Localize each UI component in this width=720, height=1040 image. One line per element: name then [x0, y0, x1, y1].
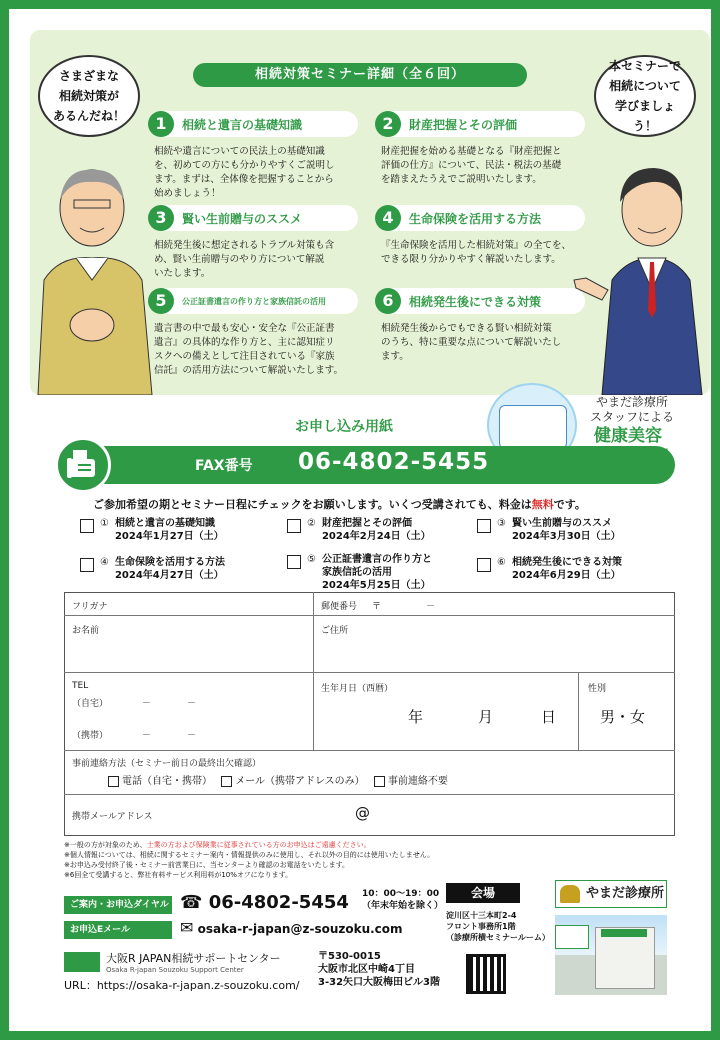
address-label: ご住所 [321, 626, 349, 636]
item-title: 公正証書遺言の作り方と家族信託の活用 [182, 296, 326, 306]
phone-text: 06-4802-5454 [208, 892, 349, 913]
venue-label: 会場 [446, 883, 520, 903]
tel-home-label: （自宅） [72, 699, 109, 709]
fax-icon [55, 437, 111, 493]
checkbox-phone[interactable] [108, 776, 119, 787]
contact-method-label: 事前連絡方法（セミナー前日の最終出欠確認） [72, 759, 262, 769]
fax-label: FAX番号 [195, 458, 253, 474]
businessman-illustration [572, 150, 712, 395]
dial-label: ご案内・お申込ダイヤル [64, 896, 172, 914]
mobile-mail-label: 携帯メールアドレス [72, 812, 153, 822]
postal-input[interactable]: 〒 － [372, 602, 436, 612]
item-number: 5 [148, 288, 174, 314]
seminar-title: 相続対策セミナー詳細（全６回） [193, 63, 527, 87]
center-name-en: Osaka R-japan Souzoku Support Center [106, 966, 244, 974]
seminar-item-1 [148, 111, 358, 201]
email-text: osaka-r-japan@z-souzoku.com [197, 922, 403, 936]
checkbox-mail[interactable] [221, 776, 232, 787]
application-form [64, 592, 675, 836]
tel-label: TEL [72, 681, 89, 691]
gender-select[interactable]: 男・女 [600, 708, 646, 726]
footnote-1: ※一般の方が対象のため、 [64, 841, 147, 849]
email-label: お申込Eメール [64, 921, 172, 939]
choice-number: ② [307, 518, 316, 529]
birthdate-label: 生年月日（西暦） [321, 684, 394, 694]
seminar-item-3 [148, 205, 358, 281]
item-title: 生命保険を活用する方法 [409, 211, 542, 226]
divider [64, 672, 675, 673]
seminar-item-2 [375, 111, 585, 187]
session-choice-6[interactable] [477, 556, 622, 582]
center-postal: 〒530-0015 [318, 951, 381, 962]
mail-icon: ✉ [180, 918, 194, 937]
item-desc: 相続発生後からでもできる賢い相続対策 のうち、特に重要な点について解説いたし ます。 [381, 323, 562, 362]
checkbox[interactable] [477, 519, 491, 533]
divider [313, 592, 314, 750]
item-number: 1 [148, 111, 174, 137]
clinic-logo-icon [560, 885, 580, 903]
birth-day[interactable]: 日 [541, 708, 557, 726]
footnotes [64, 840, 434, 880]
badge-subtitle: やまだ診療所 スタッフによる [589, 395, 674, 424]
checkbox[interactable] [80, 519, 94, 533]
business-hours: 10：00～19：00 （年末年始を除く） [362, 889, 444, 911]
item-title: 相続と遺言の基礎知識 [182, 117, 303, 132]
fax-number[interactable]: 06-4802-5455 [298, 449, 490, 475]
footnote-2: ※個人情報については、相続に関するセミナー案内・情報提供のみに使用し、それ以外の目的には使用いたしません。 [64, 851, 435, 859]
choice-number: ④ [100, 557, 109, 568]
session-choice-1[interactable] [80, 517, 224, 543]
item-desc: 遺言書の中で最も安心・安全な『公正証書 遺言』の具体的な作り方と、主に認知症リ スクへの備えとして注目されている『家族 信託』の活用方法について解説いたします。 [154, 323, 344, 376]
clinic-building-photo [555, 915, 667, 995]
venue-address: 淀川区十三本町2-4 フロント事務所1階 （診療所横セミナールーム） [446, 911, 550, 942]
divider [578, 672, 579, 750]
checkbox[interactable] [477, 558, 491, 572]
postal-label: 郵便番号 [321, 602, 358, 612]
clinic-logo [555, 880, 667, 908]
choice-number: ① [100, 518, 109, 529]
footnote-4: ※6回全て受講すると、弊社有料サービス利用料が10%オフになります。 [64, 871, 293, 879]
item-title: 相続発生後にできる対策 [409, 294, 542, 309]
name-label: お名前 [72, 626, 100, 636]
clinic-name: やまだ診療所 [586, 886, 665, 901]
checkbox-none[interactable] [374, 776, 385, 787]
session-choice-2[interactable] [287, 517, 431, 543]
application-title: お申し込み用紙 [295, 419, 393, 435]
phone-number[interactable] [180, 892, 349, 913]
choice-number: ⑥ [497, 557, 506, 568]
choice-label: 賢い生前贈与のススメ 2024年3月30日（土） [511, 518, 621, 542]
opt-phone: 電話（自宅・携帯） [122, 776, 212, 787]
center-address [318, 950, 440, 989]
choice-label: 相続発生後にできる対策 2024年6月29日（土） [511, 557, 622, 581]
divider [64, 794, 675, 795]
choice-label: 相続と遺言の基礎知識 2024年1月27日（土） [114, 518, 224, 542]
divider [64, 750, 675, 751]
item-title: 賢い生前贈与のススメ [182, 211, 303, 226]
seminar-item-6 [375, 288, 585, 364]
center-addr2: 3-32矢口大阪梅田ビル3階 [318, 977, 440, 988]
tel-mobile-input[interactable]: － － [142, 731, 197, 741]
item-desc: 相続発生後に想定されるトラブル対策も含 め、賢い生前贈与のやり方について解説 いたします。 [154, 240, 335, 279]
phone-icon: ☎ [180, 892, 203, 913]
email-address[interactable] [180, 918, 403, 937]
choice-number: ⑤ [307, 554, 316, 565]
session-choice-5[interactable] [287, 553, 432, 592]
bubble-text: 本セミナーで 相続について 学びましょう！ [608, 59, 681, 133]
checkbox[interactable] [287, 519, 301, 533]
item-desc: 財産把握を始める基礎となる『財産把握と 評価の仕方』について、民法・税法の基礎 を踏まえたうえでご説明いたします。 [381, 146, 562, 185]
note-text: ご参加希望の期とセミナー日程にチェックをお願いします。いくつ受講されても、料金は [93, 498, 532, 511]
senior-man-illustration [30, 150, 160, 395]
choice-label: 公正証書遺言の作り方と 家族信託の活用 2024年5月25日（土） [321, 554, 432, 591]
seminar-item-4 [375, 205, 585, 267]
checkbox[interactable] [287, 555, 301, 569]
r-japan-logo-icon [64, 952, 100, 972]
application-note [93, 496, 586, 512]
opt-mail: メール（携帯アドレスのみ） [235, 776, 365, 787]
checkbox[interactable] [80, 558, 94, 572]
qr-code-icon[interactable] [466, 954, 506, 994]
footnote-3: ※お申込み受付終了後・セミナー前営業日に、当センターより確認のお電話をいたします。 [64, 861, 350, 869]
badge-title: 健康美容 [594, 426, 662, 446]
birth-month[interactable]: 月 [478, 708, 494, 726]
seminar-item-5 [148, 288, 358, 378]
center-addr1: 大阪市北区中崎4丁目 [318, 964, 415, 975]
note-free: 無料 [531, 498, 554, 511]
center-url[interactable]: URL：https://osaka-r-japan.z-souzoku.com/ [64, 979, 300, 992]
tel-mobile-label: （携帯） [72, 731, 109, 741]
session-choice-4[interactable] [80, 556, 225, 582]
mobile-mail-input[interactable]: @ [355, 804, 370, 822]
gender-label: 性別 [588, 684, 607, 694]
contact-options [108, 772, 448, 787]
center-name: 大阪R JAPAN相続サポートセンター [106, 952, 281, 965]
choice-label: 財産把握とその評価 2024年2月24日（土） [321, 518, 431, 542]
bubble-text: さまざまな 相続対策が あるんだね！ [52, 69, 125, 123]
center-logo [64, 950, 300, 993]
divider [64, 615, 675, 616]
choice-label: 生命保険を活用する方法 2024年4月27日（土） [114, 557, 225, 581]
opt-none: 事前連絡不要 [387, 776, 448, 787]
footnote-1-warning: 士業の方および保険業に従事されている方のお申込はご遠慮ください。 [146, 841, 371, 849]
item-number: 2 [375, 111, 401, 137]
item-desc: 『生命保険を活用した相続対策』の全てを、 できる限り分かりやすく解説いたします。 [381, 240, 572, 265]
speech-bubble-left [38, 55, 140, 137]
furigana-label: フリガナ [72, 602, 108, 612]
item-number: 6 [375, 288, 401, 314]
speech-bubble-right [594, 55, 696, 137]
tel-home-input[interactable]: － － [142, 699, 197, 709]
item-number: 3 [148, 205, 174, 231]
session-choice-3[interactable] [477, 517, 621, 543]
note-text-end: です。 [553, 498, 586, 511]
item-number: 4 [375, 205, 401, 231]
item-desc: 相続や遺言についての民法上の基礎知識 を、初めての方にも分かりやすくご説明し ます。まずは、全体像を把握することから 始めましょう！ [154, 146, 335, 199]
birth-year[interactable]: 年 [408, 708, 424, 726]
choice-number: ③ [497, 518, 506, 529]
item-title: 財産把握とその評価 [409, 117, 518, 132]
